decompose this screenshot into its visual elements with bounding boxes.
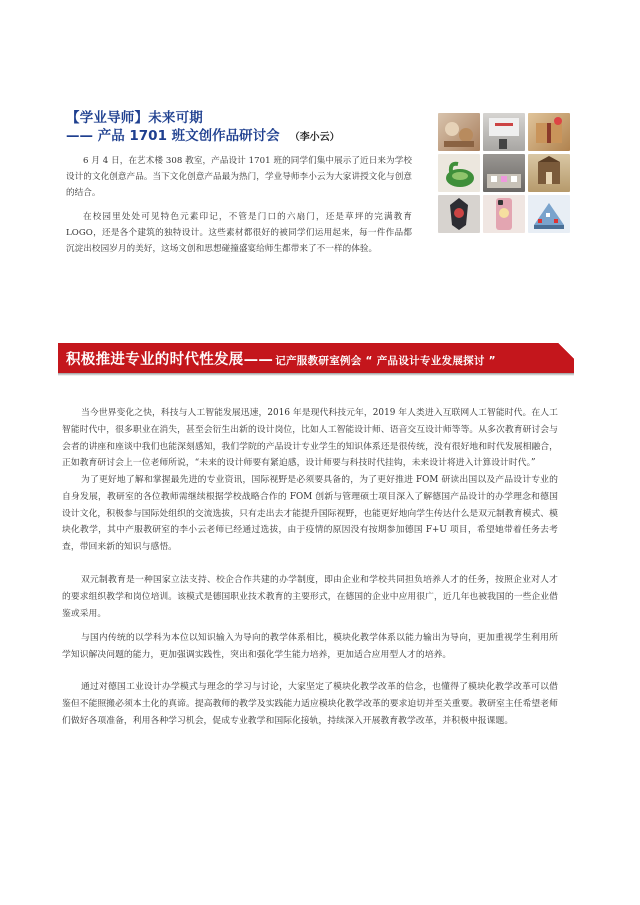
- photo-phone-case: [483, 195, 525, 233]
- photo-building-papercut: [528, 154, 570, 192]
- photo-green-swan: [438, 154, 480, 192]
- photo-ornament-cards: [438, 113, 480, 151]
- article1-title-line2: [66, 124, 340, 144]
- article2-paragraph: 双元制教育是一种国家立法支持、校企合作共建的办学制度，即由企业和学校共同担负培养人才的任务，按照企业对人才的要求组织教学和岗位培训。该模式是德国职业技术教育的主要形式，在德国的企业中应用很广，近几年也被我国的一些企业借鉴或采用。: [62, 575, 558, 619]
- section-banner-main: 积极推进专业的时代性发展——: [66, 352, 274, 368]
- article1-paragraph: 6 月 4 日，在艺术楼 308 教室，产品设计 1701 班的同学们集中展示了近日来为学校设计的文化创意产品。当下文化创意产品最为热门，学业导师李小云为大家讲授文化与创意的结合。: [66, 156, 412, 199]
- article2-paragraph: 为了更好地了解和掌握最先进的专业资讯，国际视野是必须要具备的，为了更好推进 FOM 研读出国以及产品设计专业的自身发展，教研室的各位教师需继续根据学校战略合作的 FOM 创新与管理硕士项目深入了解德国产品设计的办学理念和德国设计文化，积极参与国际处组织的交流选拔，只有走出去才能提升国际视野，也能更好地向学生传达什么是双元制教育模式、模块化教学，其中产服教研室的李小云老师已经通过选拔，由于疫情的原因没有按期参加德国 F+U 项目，希望她带着任务去考查，带回来新的知识与感悟。: [62, 475, 558, 553]
- article1-paragraph: 在校园里处处可见特色元素印记，不管是门口的六扇门，还是草坪的完满教育 LOGO，还是各个建筑的独特设计。这些素材都很好的被同学们运用起来，每一件作品都沉淀出校园岁月的美好，这场文创和思想碰撞盛宴给师生都带来了不一样的体验。: [66, 212, 412, 255]
- article1-title-line1: 【学业导师】未来可期: [66, 110, 203, 126]
- photo-gift-box: [528, 113, 570, 151]
- photo-badge-ornament: [438, 195, 480, 233]
- section-banner-title: [66, 348, 496, 369]
- photo-classroom-display: [483, 154, 525, 192]
- photo-pixel-building: [528, 195, 570, 233]
- article2-paragraph: 当今世界变化之快，科技与人工智能发展迅速，2016 年是现代科技元年，2019 年人类进入互联网人工智能时代。在人工智能时代中，很多职业在消失，甚至会衍生出新的设计岗位，比如人工智能设计师、语音交互设计师等等。从多次教育研讨会与会者的讲座和座谈中我们也能深刻感知，我们学院的产品设计专业学生的知识体系还是很传统，没有很好地和时代发展相融合，正如教育研讨会上一位老师所说，“未来的设计师要有紧迫感，设计师要与科技时代挂钩，未来设计将进入计算设计时代。”: [62, 408, 558, 469]
- photo-speaker-slide: [483, 113, 525, 151]
- article1-author: （李小云）: [289, 132, 340, 143]
- article2-paragraph: 通过对德国工业设计办学模式与理念的学习与讨论，大家坚定了模块化教学改革的信念，也懂得了模块化教学改革可以借鉴但不能照搬必须本土化的真谛。提高教师的教学及实践能力适应模块化教学改革的要求迫切并至关重要。教研室主任希望老师们做好各项准备，利用各种学习机会，促成专业教学和国际化接轨，持续深入开展教育教学改革，并积极申报课题。: [62, 682, 558, 726]
- banner-corner-cut: [558, 343, 574, 359]
- section-banner-subtitle: 记产服教研室例会 “ 产品设计专业发展探讨 ”: [275, 355, 496, 367]
- article1-subtitle: —— 产品 1701 班文创作品研讨会: [66, 128, 280, 144]
- photo-collage: [438, 113, 570, 233]
- banner-shadow: [58, 373, 574, 376]
- article2-paragraph: 与国内传统的以学科为本位以知识输入为导向的教学体系相比，模块化教学体系以能力输出为导向，更加重视学生利用所学知识解决问题的能力，更加强调实践性，突出和强化学生能力培养，更加适合应用型人才的培养。: [62, 633, 558, 660]
- section-banner: [58, 343, 574, 373]
